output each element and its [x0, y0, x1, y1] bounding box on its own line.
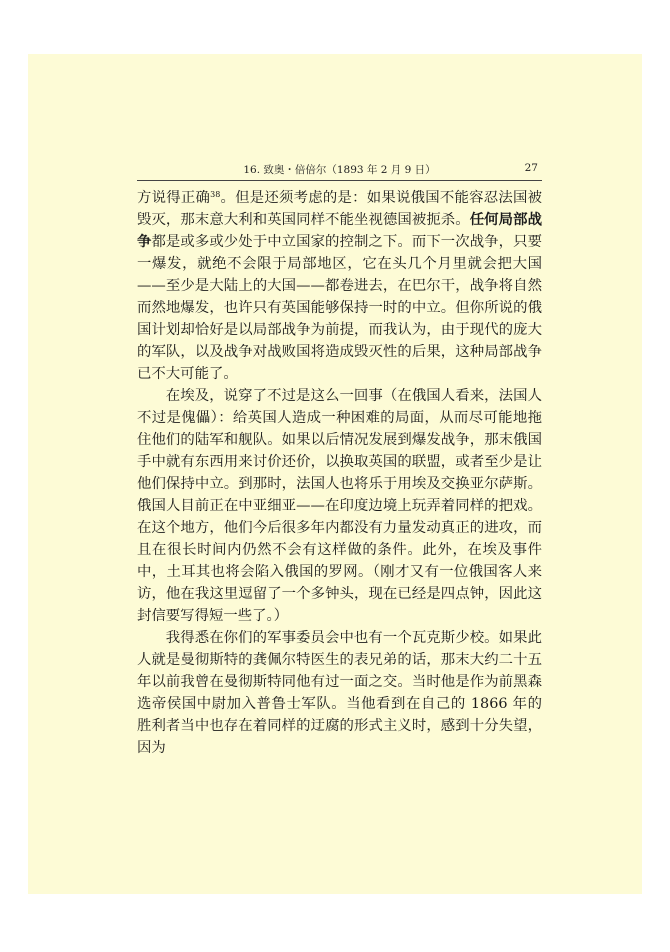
paragraph-1	[137, 187, 542, 385]
running-header	[137, 160, 542, 181]
paragraph-3	[137, 627, 542, 759]
text-run: 在埃及，说穿了不过是这么一回事（在俄国人看来，法国人不过是傀儡）：给英国人造成一种困难的局面，从而尽可能地拖住他们的陆军和舰队。如果以后情况发展到爆发战争，那末俄国手中就有东西用来讨价还价，以换取英国的联盟，或者至少是让他们保持中立。到那时，法国人也将乐于用埃及交换亚尔萨斯。俄国人目前正在中亚细亚——在印度边境上玩弄着同样的把戏。在这个地方，他们今后很多年内都没有力量发动真正的进攻，而且在很长时间内仍然不会有这样做的条件。此外，在埃及事件中，土耳其也将会陷入俄国的罗网。（刚才又有一位俄国客人来访，他在我这里逗留了一个多钟头，现在已经是四点钟，因此这封信要写得短一些了。）	[137, 388, 542, 624]
text-run: 方说得正确	[137, 190, 211, 206]
text-run: 。但是还须考虑的是：如果说俄国不能容忍法国被毁灭，那末意大利和英国同样不能坐视德国被扼杀。	[137, 190, 542, 228]
emphasis-text: 任何局部战争	[137, 212, 542, 250]
text-run: 都是或多或少处于中立国家的控制之下。而下一次战争，只要一爆发，就绝不会限于局部地区，它在头几个月里就会把大国——至少是大陆上的大国——都卷进去，在巴尔干，战争将自然而然地爆发，也许只有英国能够保持一时的中立。但你所说的俄国计划却恰好是以局部战争为前提，而我认为，由于现代的庞大的军队，以及战争对战败国将造成毁灭性的后果，这种局部战争已不大可能了。	[137, 234, 542, 382]
header-title: 16. 致奥・倍倍尔（1893 年 2 月 9 日）	[243, 164, 436, 176]
body-text	[137, 187, 542, 759]
footnote-ref-38[interactable]: 38	[210, 190, 221, 199]
text-run: 我得悉在你们的军事委员会中也有一个瓦克斯少校。如果此人就是曼彻斯特的龚佩尔特医生的表兄弟的话，那末大约二十五年以前我曾在曼彻斯特同他有过一面之交。当时他是作为前黑森选帝侯国中尉加入普鲁士军队。当他看到在自己的 1866 年的胜利者当中也存在着同样的迂腐的形式主义时，感到十分失望，因为	[137, 630, 542, 756]
page-number: 27	[524, 162, 538, 174]
paragraph-2	[137, 385, 542, 627]
